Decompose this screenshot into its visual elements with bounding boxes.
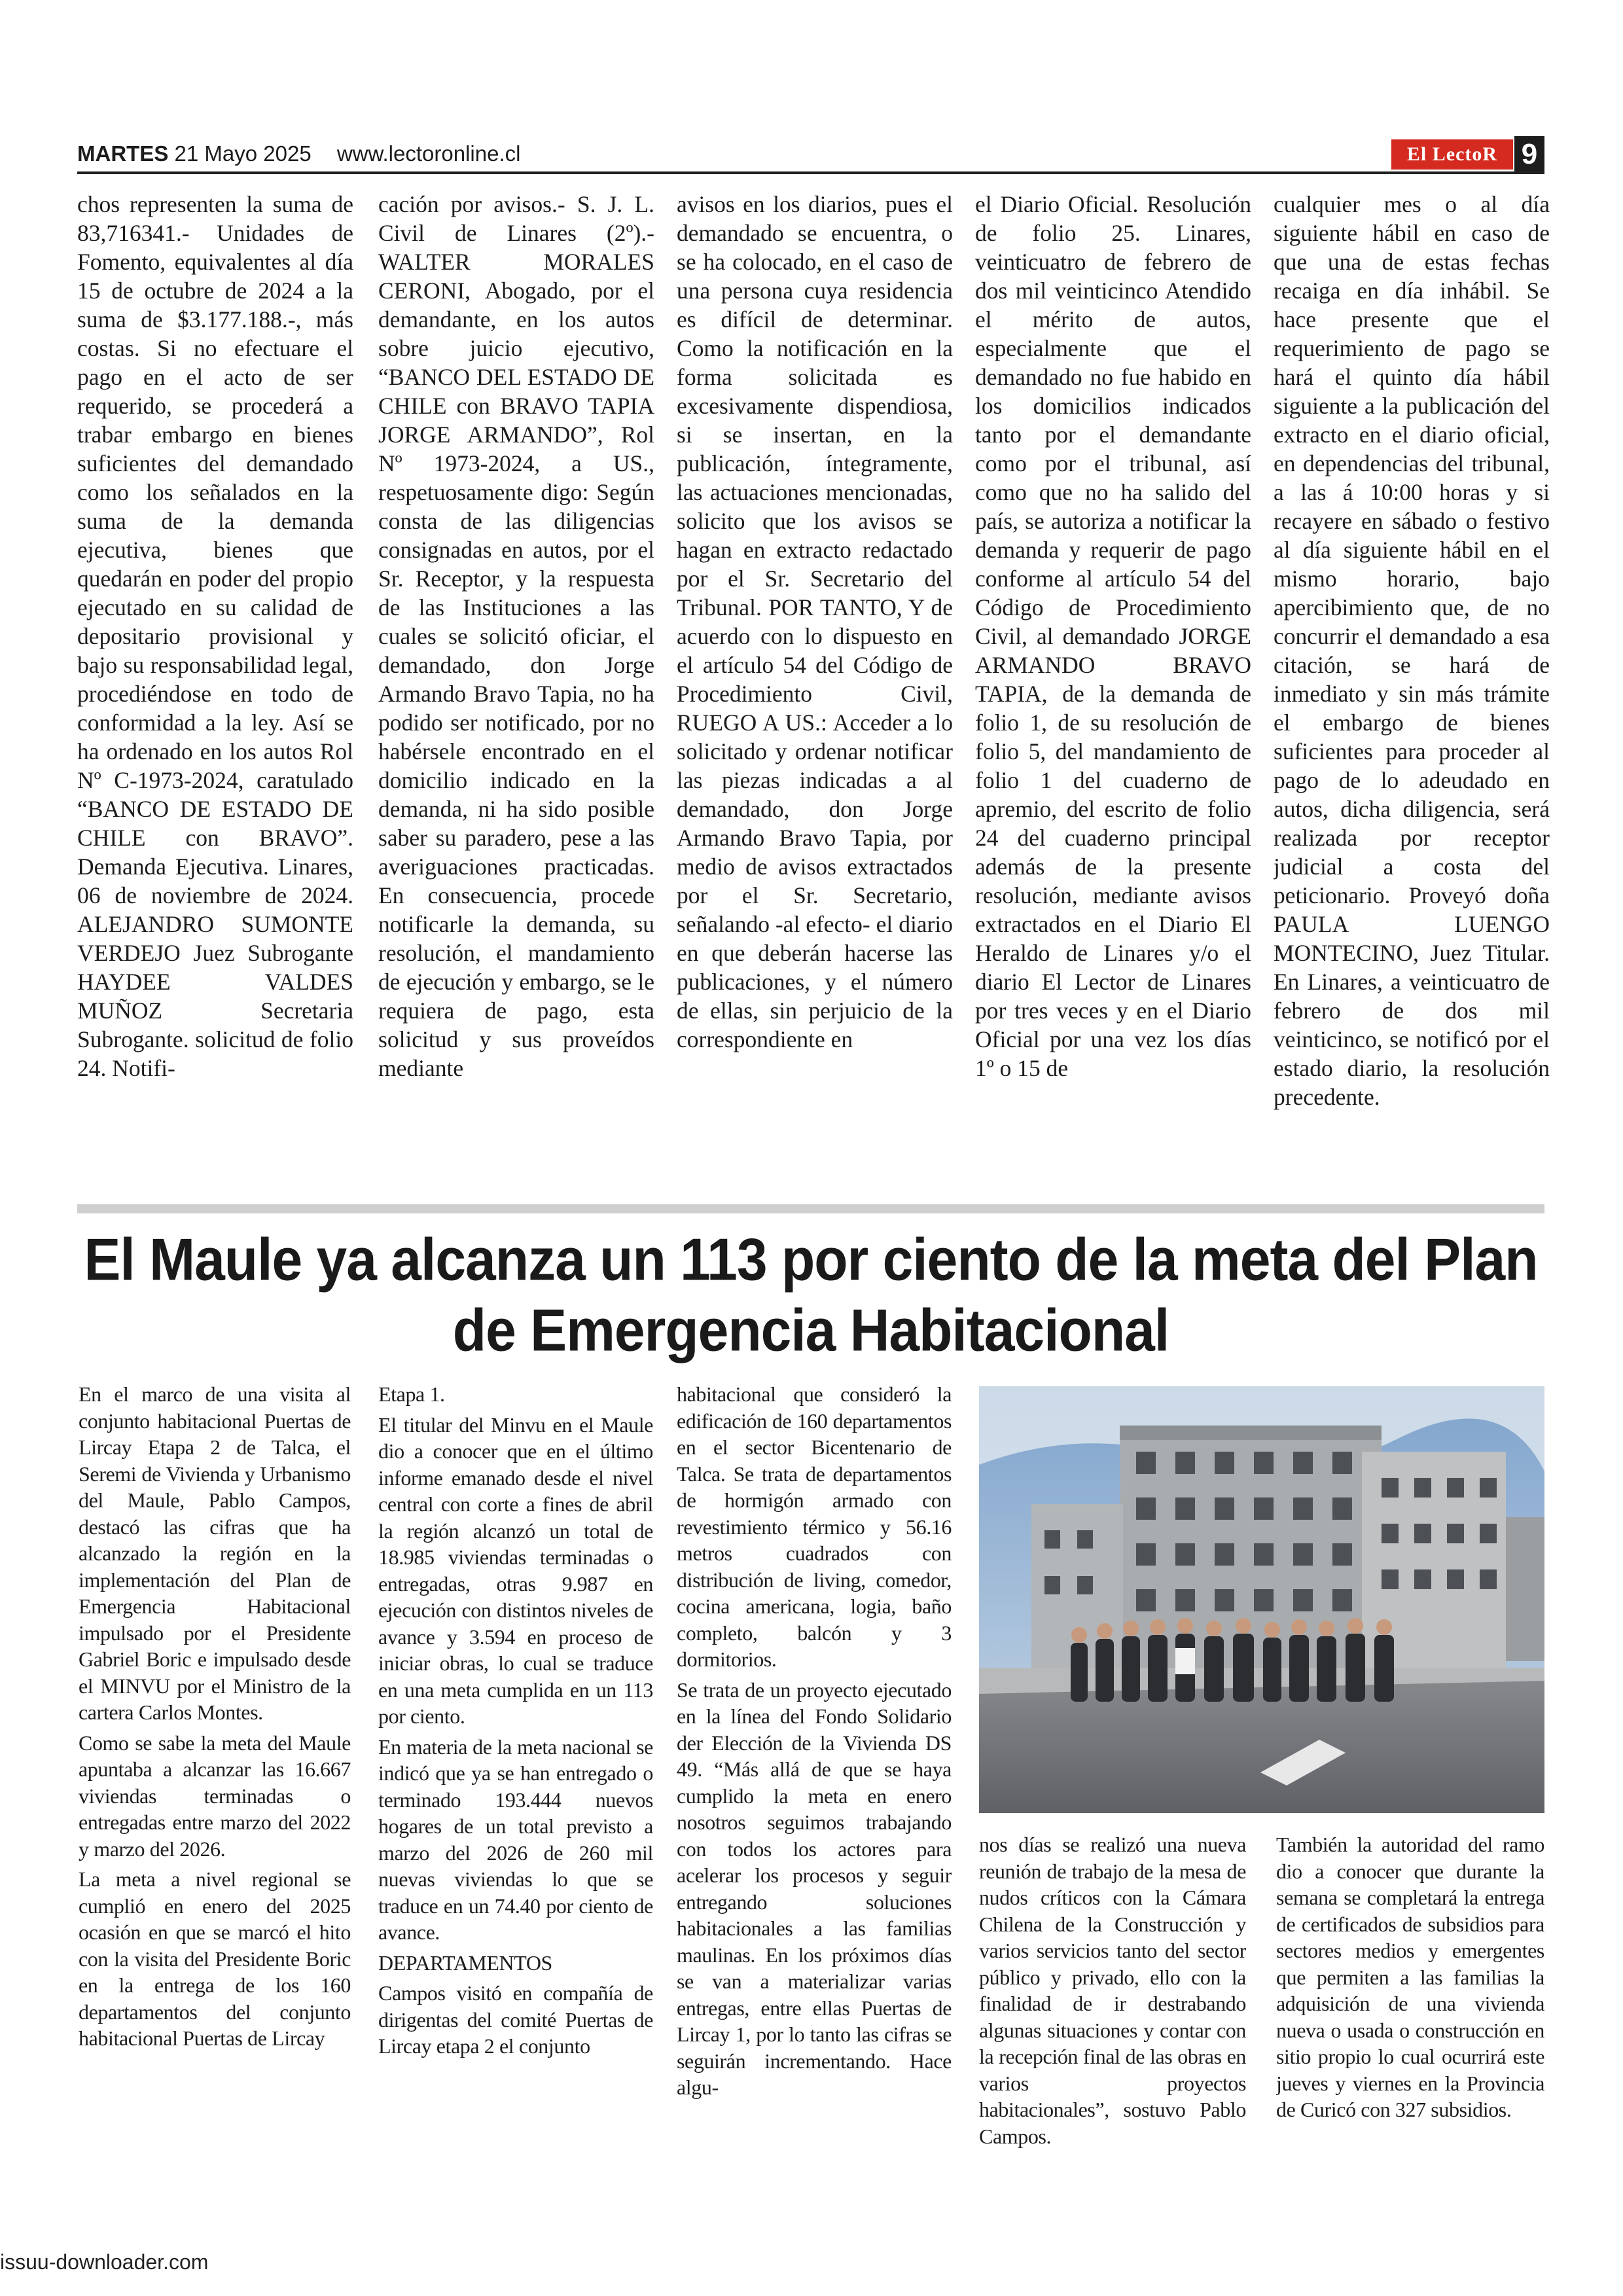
article-paragraph: Como se sabe la meta del Maule apuntaba a alcanzar las 16.667 viviendas terminadas o entregadas entre marzo del 2022 y marzo del 2026.	[79, 1731, 351, 1861]
article-paragraph: nos días se realizó una nueva reunión de trabajo de la mesa de nudos críticos con la Cámara Chilena de la Construcción y varios servicios tanto del sector público y privado, ello con la finalidad de ir destrabando algunas situaciones y contar con la recepción final de las obras en varios proyectos habitacionales”, sostuvo Pablo Campos.	[979, 1833, 1246, 2148]
weekday: MARTES	[77, 141, 169, 166]
article-paragraph: La meta a nivel regional se cumplió en enero del 2025 ocasión en que se marcó el hito con la visita del Presidente Boric en la entrega de los 160 departamentos del conjunto habitacional Puertas de Lircay	[79, 1867, 351, 2050]
headline-line-1: El Maule ya alcanza un 113 por ciento de la meta del Plan	[84, 1226, 1538, 1293]
legal-notice-column-4: el Diario Oficial. Resolución de folio 25. Linares, veinticuatro de febrero de dos mil veinticinco Atendido el mérito de autos, especialmente que el demandado no fue habido en los domicilios indicados tanto por el demandante como por el tribunal, así como que no ha salido del país, se autoriza a notificar la demanda y requerir de pago conforme al artículo 54 del Código de Procedimiento Civil, al demandado JORGE ARMANDO BRAVO TAPIA, de la demanda de folio 1, de su resolución de folio 5, del mandamiento de folio 1 del cuaderno de apremio, del escrito de folio 24 del cuaderno principal además de la presente resolución, mediante avisos extractados en el Diario El Heraldo de Linares y/o el diario El Lector de Linares por tres veces y en el Diario Oficial por una vez los días 1º o 15 de	[975, 191, 1251, 1081]
article-paragraph: En el marco de una visita al conjunto habitacional Puertas de Lircay Etapa 2 de Talca, el Seremi de Vivienda y Urbanismo del Maule, Pablo Campos, destacó las cifras que ha alcanzado la región en la implementación del Plan de Emergencia Habitacional impulsado por el Presidente Gabriel Boric e impulsado desde el MINVU por el Ministro de la cartera Carlos Montes.	[79, 1382, 351, 1724]
header-rule	[77, 171, 1544, 174]
date: 21 Mayo 2025	[174, 141, 312, 166]
newspaper-logo: El LectoR	[1391, 139, 1513, 170]
housing-visit-photo	[979, 1386, 1544, 1813]
legal-notice-column-1: chos representen la suma de 83,716341.- Unidades de Fomento, equivalentes al día 15 de octubre de 2024 a la suma de $3.177.188.-, más costas. Si no efectuare el pago en el acto de ser requerido, se procederá a trabar embargo en bienes suficientes del demandado como los señalados en la suma de la demanda ejecutiva, bienes que quedarán en poder del propio ejecutado en su calidad de depositario provisional y bajo su responsabilidad legal, procediéndose en todo de conformidad a la ley. Así se ha ordenado en los autos Rol Nº C-1973-2024, caratulado “BANCO DE ESTADO DE CHILE con BRAVO”. Demanda Ejecutiva. Linares, 06 de noviembre de 2024. ALEJANDRO SUMONTE VERDEJO Juez Subrogante HAYDEE VALDES MUÑOZ Secretaria Subrogante. solicitud de folio 24. Notifi-	[77, 191, 353, 1081]
page-number: 9	[1514, 136, 1544, 173]
article-paragraph: El titular del Minvu en el Maule dio a conocer que en el último informe emanado desde el nivel central con corte a fines de abril la región alcanzó un total de 18.985 viviendas terminadas o entregadas, otras 9.987 en ejecución con distintos niveles de avance y 3.594 en proceso de iniciar obras, lo cual se traduce en una meta cumplida en un 113 por ciento.	[378, 1412, 653, 1728]
section-divider	[77, 1204, 1544, 1213]
source-watermark: issuu-downloader.com	[0, 2250, 209, 2274]
article-headline	[77, 1224, 1544, 1372]
headline-line-2: de Emergencia Habitacional	[452, 1297, 1169, 1363]
website-url[interactable]: www.lectoronline.cl	[336, 141, 521, 166]
article-column-3	[677, 1381, 952, 2193]
subheading-departamentos: DEPARTAMENTOS	[378, 1950, 552, 1975]
article-paragraph: Campos visitó en compañía de dirigentas del comité Puertas de Lircay etapa 2 el conjunto	[378, 1981, 653, 2058]
article-photo	[979, 1386, 1544, 1813]
article-column-4	[979, 1831, 1246, 2198]
building-roofline	[1120, 1426, 1382, 1440]
article-paragraph: Se trata de un proyecto ejecutado en la línea del Fondo Solidario der Elección de la Vivienda DS 49. “Más allá de que se haya cumplido la meta en enero nosotros seguimos trabajando con todos los actores para acelerar los procesos y seguir entregando soluciones habitacionales a las familias maulinas. En los próximos días se van a materializar varias entregas, entre ellas Puertas de Lircay 1, por lo tanto las cifras se seguirán incrementando. Hace algu-	[677, 1677, 952, 2099]
article-paragraph: También la autoridad del ramo dio a conocer que durante la semana se completará la entrega de certificados de subsidios para sectores medios y emergentes que permiten a las familias la adquisición de una vivienda nueva o usada o construcción en sitio propio lo cual ocurrirá este jueves y viernes en la Provincia de Curicó con 327 subsidios.	[1276, 1833, 1544, 2121]
issue-date-line	[77, 141, 520, 167]
apartment-building-far-right	[1506, 1517, 1544, 1661]
article-column-5	[1276, 1831, 1544, 2198]
legal-notice-column-2: cación por avisos.- S. J. L. Civil de Linares (2º).- WALTER MORALES CERONI, Abogado, por el demandante, en los autos sobre juicio ejecutivo, “BANCO DEL ESTADO DE CHILE con BRAVO TAPIA JORGE ARMANDO”, Rol Nº 1973-2024, a US., respetuosamente digo: Según consta de las diligencias consignadas en autos, por el Sr. Receptor, y la respuesta de las Instituciones a las cuales se solicitó oficiar, el demandado, don Jorge Armando Bravo Tapia, no ha podido ser notificado, por no habérsele encontrado en el domicilio indicado en la demanda, ni ha sido posible saber su paradero, pese a las averiguaciones practicadas. En consecuencia, procede notificarle la demanda, su resolución, el mandamiento de ejecución y embargo, se le requiera de pago, esta solicitud y sus proveídos mediante	[378, 191, 654, 1081]
article-column-1	[79, 1381, 351, 2166]
article-paragraph: habitacional que consideró la edificación de 160 departamentos en el sector Bicentenario de Talca. Se trata de departamentos de hormigón armado con revestimiento térmico y 56.16 metros cuadrados con distribución de living, comedor, cocina americana, logia, baño completo, balcón y 3 dormitorios.	[677, 1382, 952, 1671]
legal-notice-column-3: avisos en los diarios, pues el demandado se encuentra, o se ha colocado, en el caso de una persona cuya residencia es difícil de determinar. Como la notificación en la forma solicitada es excesivamente dispendiosa, si se insertan, en la publicación, íntegramente, las actuaciones mencionadas, solicito que los avisos se hagan en extracto redactado por el Sr. Secretario del Tribunal. POR TANTO, Y de acuerdo con lo dispuesto en el artículo 54 del Código de Procedimiento Civil, RUEGO A US.: Acceder a lo solicitado y ordenar notificar las piezas indicadas a al demandado, don Jorge Armando Bravo Tapia, por medio de avisos extractados por el Sr. Secretario, señalando -al efecto- el diario en que deberán hacerse las publicaciones, y el número de ellas, sin perjuicio de la correspondiente en	[677, 191, 953, 1052]
legal-notice-column-5: cualquier mes o al día siguiente hábil en caso de que una de estas fechas recaiga en día inhábil. Se hace presente que el requerimiento de pago se hará el quinto día hábil siguiente a la publicación del extracto en el diario oficial, en dependencias del tribunal, a las á 10:00 horas y si recayere en sábado o festivo al día siguiente hábil en el mismo horario, bajo apercibimiento que, de no concurrir el demandado a esa citación, se hará de inmediato y sin más trámite el embargo de bienes suficientes para proceder al pago de lo adeudado en autos, dicha diligencia, será realizada por receptor judicial a costa del peticionario. Proveyó doña PAULA LUENGO MONTECINO, Juez Titular. En Linares, a veinticuatro de febrero de dos mil veinticinco, se notificó por el estado diario, la resolución precedente.	[1274, 191, 1550, 1110]
article-paragraph: Etapa 1.	[378, 1382, 445, 1406]
article-column-2	[378, 1381, 653, 2189]
article-paragraph: En materia de la meta nacional se indicó que ya se han entregado o terminado 193.444 nuevos hogares de un total previsto a marzo del 2026 de 260 mil nuevas viviendas lo que se traduce en un 74.40 por ciento de avance.	[378, 1734, 653, 1944]
